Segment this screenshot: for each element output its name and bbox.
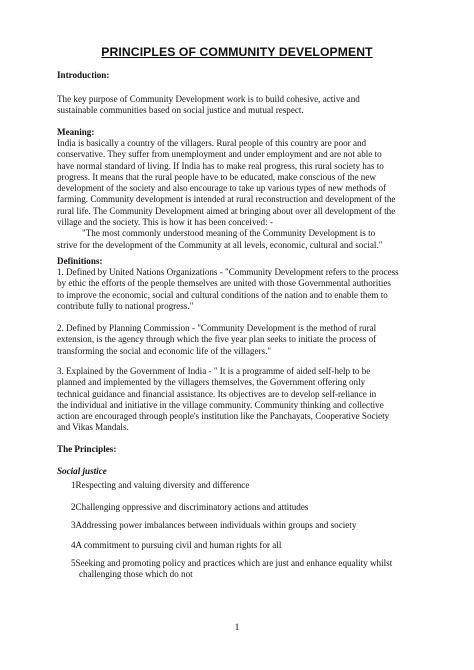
introduction-paragraph: [57, 94, 423, 117]
text-line: progress. It means that the rural people have to be educated, make conscious of the new: [57, 171, 376, 182]
text-line: 3. Explained by the Government of India - " It is a programme of aided self-help to be: [57, 366, 371, 376]
page-number: 1: [234, 623, 240, 633]
principles-heading: The Principles:: [57, 444, 117, 454]
social-justice-subheading: Social justice: [57, 466, 107, 476]
definition-3: [57, 366, 423, 434]
text-line: The key purpose of Community Development work is to build cohesive, active and: [57, 94, 360, 104]
text-line: India is basically a country of the villagers. Rural people of this country are poor and: [57, 138, 367, 148]
text-line: development of the society and also encourage to take up various types of new methods of: [57, 183, 387, 194]
text-line: village and the society. This is how it has been conceived: -: [57, 217, 273, 228]
principle-item-4: 4A commitment to pursuing civil and human rights for all: [71, 540, 282, 550]
text-line: planned and implemented by the villagers themselves, the Government offering only: [57, 377, 366, 388]
principle-item-3: 3Addressing power imbalances between individuals within groups and society: [71, 520, 357, 530]
text-line: by ethic the efforts of the people themselves are united with those Governmental authorities: [57, 278, 391, 289]
text-line: sustainable communities based on social justice and mutual respect.: [57, 105, 304, 116]
text-line: farming. Community development is intended at rural reconstruction and development of the: [57, 194, 396, 205]
definition-1: [57, 267, 423, 312]
text-line: 5Seeking and promoting policy and practices which are just and enhance equality whilst: [71, 558, 393, 568]
text-line: have normal standard of living. If India has to make real progress, this rural society has to: [57, 160, 384, 171]
meaning-heading: Meaning:: [57, 127, 95, 137]
page-title: PRINCIPLES OF COMMUNITY DEVELOPMENT: [101, 45, 373, 59]
text-line: the individual and initiative in the village community. Community thinking and collective: [57, 399, 384, 410]
text-line: transforming the social and economic life of the villagers.": [57, 345, 272, 356]
principle-item-1: 1Respecting and valuing diversity and difference: [71, 480, 250, 490]
text-line: extension, is the agency through which the five year plan seeks to initiate the process of: [57, 334, 377, 345]
text-line: 1. Defined by United Nations Organizations - "Community Development refers to the process: [57, 267, 399, 277]
text-line: to improve the economic, social and cultural conditions of the nation and to enable them to: [57, 289, 388, 300]
definition-2: [57, 323, 423, 357]
text-line: action are encouraged through people's institution like the Panchayats, Cooperative Society: [57, 411, 390, 422]
text-line: 2. Defined by Planning Commission - "Community Development is the method of rural: [57, 323, 377, 333]
text-line: challenging those which do not: [79, 569, 193, 580]
principle-item-2: 2Challenging oppressive and discriminatory actions and attitudes: [71, 502, 309, 512]
meaning-paragraph: [57, 138, 423, 251]
text-line: technical guidance and financial assistance. Its objectives are to develop self-reliance in: [57, 388, 377, 399]
quote-line: "The most commonly understood meaning of the Community Development is to: [82, 228, 376, 239]
text-line: contribute fully to national progress.": [57, 300, 194, 311]
text-line: and Vikas Mandals.: [57, 422, 129, 433]
text-line: rural life. The Community Development aimed at bringing about over all development of the: [57, 205, 396, 216]
quote-line: strive for the development of the Community at all levels, economic, cultural and social.": [57, 239, 383, 250]
principle-item-5: [71, 558, 441, 581]
text-line: conservative. They suffer from unemployment and under employment and are not able to: [57, 149, 382, 160]
definitions-heading: Definitions:: [57, 256, 103, 266]
introduction-heading: Introduction:: [57, 70, 110, 80]
